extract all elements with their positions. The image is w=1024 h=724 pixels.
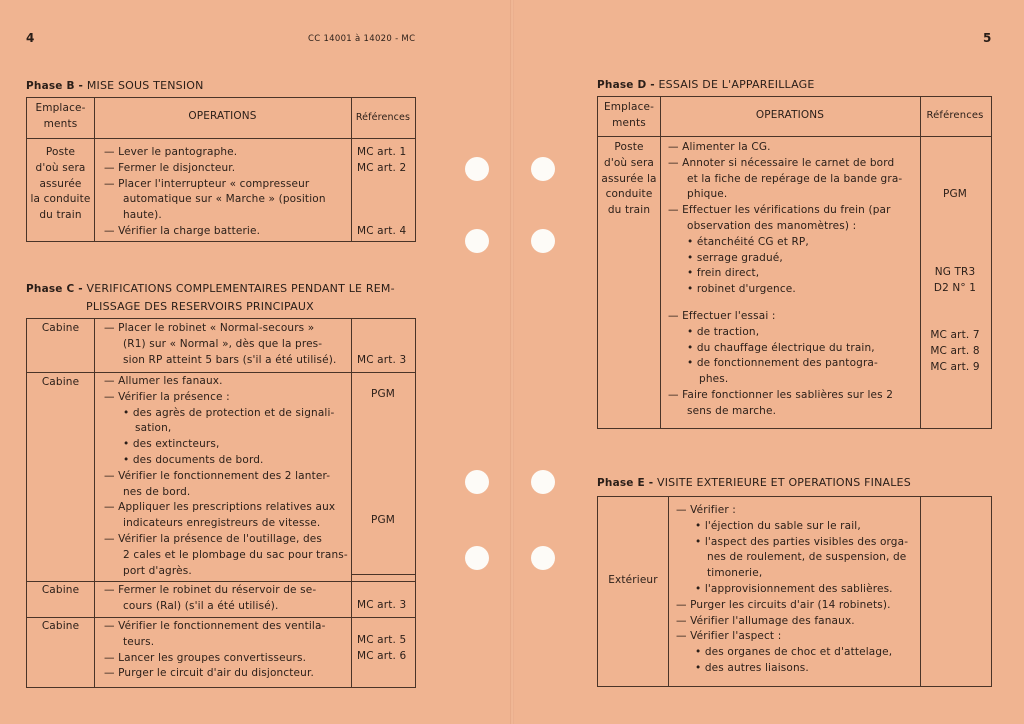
reference-cell: PGM: [943, 188, 967, 200]
phase-e-table: [597, 496, 992, 687]
reference-cell: PGM: [371, 388, 395, 400]
phase-c-heading-cont: PLISSAGE DES RESERVOIRS PRINCIPAUX: [86, 300, 314, 313]
header-location: Emplace- ments: [35, 102, 86, 130]
reference-cell: MC art. 4: [357, 225, 407, 237]
phase-e-label: Phase E -: [597, 477, 654, 489]
operations-cell: — Lever le pantographe. — Fermer le disjoncteur. — Placer l'interrupteur « compresseur automatique sur « Marche » (position haute). — Vérifier la charge batterie.: [104, 146, 326, 237]
reference-cell: MC art. 7 MC art. 8 MC art. 9: [930, 329, 980, 373]
operations-cell: — Vérifier : • l'éjection du sable sur le rail, • l'aspect des parties visibles des orga- nes de roulement, de suspension, de timonerie, • l'approvisionnement des sablières. — Purger les circuits d'air (14 robinets). — Vérifier l'allumage des fanaux. — Vérifier l'aspect : • des organes de choc et d'attelage, • des autres liaisons.: [676, 504, 909, 674]
punch-hole: [531, 546, 555, 570]
header-references: Références: [926, 110, 984, 121]
running-header: CC 14001 à 14020 - MC: [308, 34, 416, 44]
operations-cell: — Fermer le robinet du réservoir de se- cours (Ral) (s'il a été utilisé).: [104, 584, 317, 612]
phase-b-title: [26, 77, 204, 95]
phase-d-title: [597, 76, 815, 94]
phase-d-table: [597, 96, 992, 429]
reference-cell: MC art. 5 MC art. 6: [357, 634, 407, 662]
operations-cell: — Vérifier le fonctionnement des ventila- teurs. — Lancer les groupes convertisseurs. — Purger le circuit d'air du disjoncteur.: [104, 620, 326, 680]
phase-c-title: [26, 280, 418, 315]
page-number-left: 4: [26, 31, 35, 45]
phase-c-table: [26, 318, 416, 688]
phase-b-heading: MISE SOUS TENSION: [86, 79, 204, 92]
page-number-right: 5: [983, 31, 992, 45]
phase-e-title: [597, 474, 911, 492]
punch-hole: [465, 157, 489, 181]
reference-cell: MC art. 3: [357, 599, 407, 611]
phase-e-heading: VISITE EXTERIEURE ET OPERATIONS FINALES: [656, 476, 911, 489]
operations-cell: — Allumer les fanaux. — Vérifier la présence : • des agrès de protection et de signali- sation, • des extincteurs, • des documents de bord. — Vérifier le fonctionnement des 2 lanter- nes de bord. — Appliquer les prescriptions relatives aux indicateurs enregistreurs de vitesse. — Vérifier la présence de l'outillage, des 2 cales et le plombage du sac pour trans- port d'agrès.: [104, 375, 348, 577]
phase-b-label: Phase B -: [26, 80, 84, 92]
header-location: Emplace- ments: [603, 101, 655, 129]
punch-hole: [531, 470, 555, 494]
location-cell: Extérieur: [608, 574, 658, 586]
reference-cell: NG TR3 D2 N° 1: [933, 266, 977, 294]
header-operations: OPERATIONS: [755, 109, 825, 121]
phase-d-heading: ESSAIS DE L'APPAREILLAGE: [658, 78, 815, 91]
operations-cell: — Alimenter la CG. — Annoter si nécessaire le carnet de bord et la fiche de repérage de la bande gra- phique. — Effectuer les vérifications du frein (par observation des manomètres) : • étanchéité CG et RP, • serrage gradué, • frein direct, • robinet d'urgence. — Effectuer l'essai : • de traction, • du chauffage électrique du train, • de fonctionnement des pantogra- phes. — Faire fonctionner les sablières sur les 2 sens de marche.: [668, 141, 903, 417]
punch-hole: [531, 157, 555, 181]
phase-c-heading: VERIFICATIONS COMPLEMENTAIRES PENDANT LE REM-: [86, 282, 395, 295]
phase-c-label: Phase C -: [26, 283, 83, 295]
header-references: Références: [355, 112, 411, 123]
page-gutter: [510, 0, 514, 724]
punch-hole: [531, 229, 555, 253]
location-cell: Cabine: [41, 584, 80, 596]
reference-cell: PGM: [371, 514, 395, 526]
location-cell: Cabine: [41, 620, 80, 632]
punch-hole: [465, 229, 489, 253]
reference-cell: MC art. 3: [357, 354, 407, 366]
location-cell: Poste d'où sera assurée la conduite du train: [30, 146, 91, 222]
punch-hole: [465, 470, 489, 494]
phase-d-label: Phase D -: [597, 79, 655, 91]
operations-cell: — Placer le robinet « Normal-secours » (R1) sur « Normal », dès que la pres- sion RP atteint 5 bars (s'il a été utilisé).: [104, 322, 337, 366]
location-cell: Cabine: [41, 322, 80, 334]
location-cell: Cabine: [41, 376, 80, 388]
header-operations: OPERATIONS: [188, 110, 257, 122]
reference-cell: MC art. 1 MC art. 2: [357, 146, 407, 174]
phase-b-table: [26, 97, 416, 242]
location-cell: Poste d'où sera assurée la conduite du train: [601, 141, 657, 217]
punch-hole: [465, 546, 489, 570]
